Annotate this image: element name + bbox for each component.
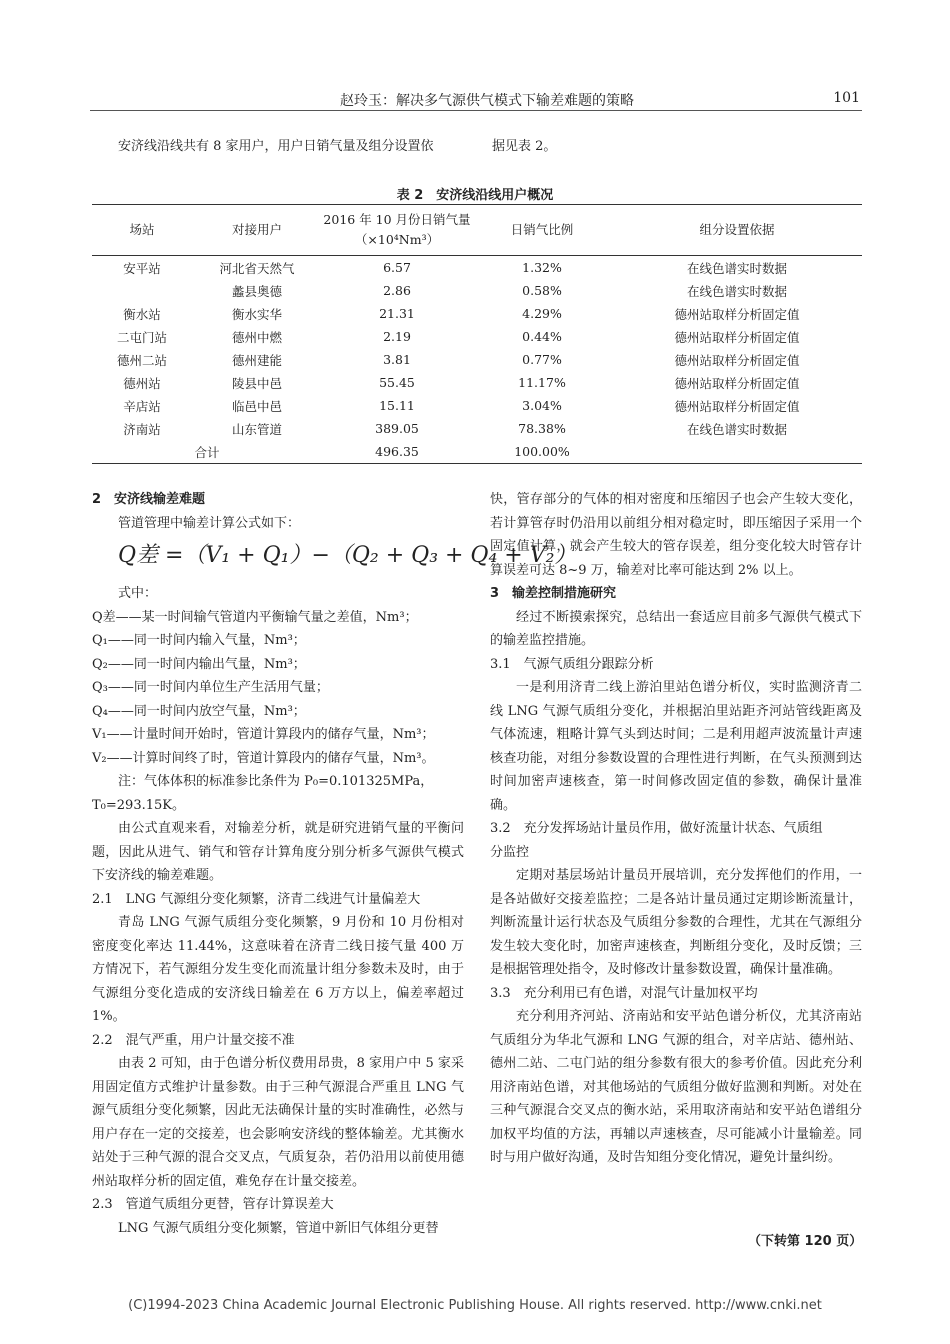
subsection-heading: 分监控: [490, 844, 530, 860]
subsection-heading: 2.2 混气严重，用户计量交接不准: [92, 1032, 295, 1048]
left-column: [92, 488, 464, 1240]
intro-left: 安济线沿线共有 8 家用户，用户日销气量及组分设置依: [118, 139, 434, 154]
table-cell: 78.38%: [518, 421, 566, 436]
table-cell: 临邑中邑: [231, 398, 282, 414]
section-heading: 3 输差控制措施研究: [490, 586, 617, 601]
table-cell: 蠡县奥德: [231, 283, 282, 299]
table-cell: 在线色谱实时数据: [686, 283, 787, 299]
subsection-heading: 3.1 气源气质组分跟踪分析: [490, 656, 654, 672]
table-row: [92, 394, 862, 417]
table-cell: 德州站取样分析固定值: [674, 375, 800, 391]
table-cell: 0.58%: [522, 283, 562, 298]
user-table: [92, 204, 862, 464]
table-cell: 陵县中邑: [231, 375, 282, 391]
table-cell: [92, 279, 192, 302]
page-number: 101: [833, 90, 860, 106]
table-cell: 4.29%: [522, 306, 562, 321]
table-cell: 德州二站: [116, 352, 167, 368]
table-cell: 2.86: [383, 283, 411, 298]
table-cell: 德州站取样分析固定值: [674, 329, 800, 345]
definitions: [92, 606, 464, 771]
table-total-row: [92, 440, 862, 464]
paragraph: 由表 2 可知，由于色谱分析仪费用昂贵，8 家用户中 5 家采用固定值方式维护计量参数。由于三种气源混合严重且 LNG 气源气质组分变化频繁，因此无法确保计量的实时准确性，必然与用户存在一定的交接差，也会影响安济线的整体输差。尤其衡水站处于三种气源的混合交叉点，气质复杂，若仍沿用以前使用德州站取样分析的固定值，难免存在计量交接差。: [92, 1056, 464, 1189]
subsection-heading: 2.3 管道气质组分更替，管存计算误差大: [92, 1197, 334, 1212]
table-cell: 二屯门站: [116, 329, 167, 345]
definition-line: V₂——计算时间终了时，管道计算段内的储存气量，Nm³。: [92, 750, 435, 766]
table-cell: 在线色谱实时数据: [686, 421, 787, 437]
formula-spacer: [92, 535, 464, 582]
table-row: [92, 417, 862, 440]
right-column: [490, 488, 862, 1170]
table-header-row: [92, 205, 862, 256]
col-header: 场站: [92, 205, 192, 256]
table-cell: 11.17%: [518, 375, 566, 390]
total-amount: 496.35: [375, 444, 419, 459]
total-ratio: 100.00%: [514, 444, 570, 459]
table-cell: 55.45: [379, 375, 415, 390]
table-cell: 德州站: [123, 375, 161, 391]
formula: Q差 =（V₁ + Q₁）−（Q₂ + Q₃ + Q₄ + V₂）: [118, 543, 577, 568]
intro-right: 据见表 2。: [492, 139, 557, 154]
running-header: [90, 88, 862, 111]
total-label: 合计: [194, 444, 220, 460]
table-cell: 6.57: [383, 260, 411, 275]
table-cell: 389.05: [375, 421, 419, 436]
col-header: 组分设置依据: [612, 205, 862, 256]
note: 注：气体体积的标准参比条件为 P₀=0.101325MPa，: [118, 774, 434, 789]
paragraph: LNG 气源气质组分变化频繁，管道中新旧气体组分更替: [118, 1220, 439, 1236]
table-cell: 15.11: [379, 398, 415, 413]
table-caption: 表 2 安济线沿线用户概况: [396, 188, 554, 203]
table-cell: 德州建能: [231, 352, 282, 368]
paragraph: 一是利用济青二线上游泊里站色谱分析仪，实时监测济青二线 LNG 气源气质组分变化，并根据泊里站距齐河站管线距离及气体流速，粗略计算气头到达时间；二是利用超声波流量计声速核查功能，对组分参数设置的合理性进行判断，在气头预测到达时间加密声速核查，第一时间修改固定值的参数，确保计量准确。: [490, 680, 862, 813]
paragraph: 式中：: [118, 586, 158, 601]
table-row: [92, 302, 862, 325]
table-cell: 3.81: [383, 352, 411, 367]
table-cell: 辛店站: [123, 398, 161, 414]
table-row: [92, 348, 862, 371]
definition-line: Q₁——同一时间内输入气量，Nm³；: [92, 633, 306, 648]
paragraph: 定期对基层场站计量员开展培训，充分发挥他们的作用，一是各站做好交接差监控；二是各站计量员通过定期诊断流量计，判断流量计运行状态及气质组分参数的合理性，尤其在气源组分发生较大变化时，加密声速核查，判断组分变化，及时反馈；三是根据管理处指令，及时修改计量参数设置，确保计量准确。: [490, 868, 862, 977]
table-cell: 德州中燃: [231, 329, 282, 345]
table-cell: [612, 440, 862, 464]
paragraph: 青岛 LNG 气源气质组分变化频繁，9 月份和 10 月份相对密度变化率达 11.44%，这意味着在济青二线日接气量 400 万方情况下，若气源组分发生变化而流量计组分参数未及时，由于气源组分变化造成的安济线日输差在 6 万方以上，偏差率超过 1%。: [92, 915, 464, 1024]
definition-line: Q₃——同一时间内单位生产生活用气量；: [92, 680, 329, 695]
table-cell: 0.77%: [522, 352, 562, 367]
table-cell: 在线色谱实时数据: [686, 260, 787, 276]
table-row: [92, 279, 862, 302]
copyright-footer: (C)1994-2023 China Academic Journal Electronic Publishing House. All rights reserved. http://www.cnki.net: [128, 1298, 822, 1313]
definition-line: Q差——某一时间输气管道内平衡输气量之差值，Nm³；: [92, 609, 418, 625]
definition-line: Q₄——同一时间内放空气量，Nm³；: [92, 703, 306, 719]
paragraph: 快，管存部分的气体的相对密度和压缩因子也会产生较大变化，若计算管存时仍沿用以前组分相对稳定时，即压缩因子采用一个固定值计算，就会产生较大的管存误差，组分变化较大时管存计算误差可达 8~9 万，输差对比率可能达到 2% 以上。: [490, 492, 862, 578]
table-row: [92, 256, 862, 280]
table-cell: 3.04%: [522, 398, 562, 413]
section-heading: 2 安济线输差难题: [92, 492, 206, 507]
table-row: [92, 371, 862, 394]
note: T₀=293.15K。: [92, 797, 185, 813]
table-cell: 河北省天然气: [219, 260, 295, 276]
table-cell: 0.44%: [522, 329, 562, 344]
table-cell: 德州站取样分析固定值: [674, 352, 800, 368]
table-cell: 安平站: [123, 260, 161, 276]
subsection-heading: 3.3 充分利用已有色谱，对混气计量加权平均: [490, 985, 758, 1001]
definition-line: V₁——计量时间开始时，管道计算段内的储存气量，Nm³；: [92, 727, 435, 742]
paragraph: 充分利用齐河站、济南站和安平站色谱分析仪，尤其济南站气质组分为华北气源和 LNG 气源的组合，对辛店站、德州站、德州二站、二屯门站的组分参数有很大的参考价值。因此充分利用济南站色谱，对其他场站的气质组分做好监测和判断。对处在三种气源混合交叉点的衡水站，采用取济南站和安平站色谱组分加权平均值的方法，再辅以声速核查，尽可能减小计量输差。同时与用户做好沟通，及时告知组分变化情况，避免计量纠纷。: [490, 1009, 862, 1165]
paragraph: 经过不断摸索探究，总结出一套适应目前多气源供气模式下的输差监控措施。: [490, 609, 862, 648]
table-cell: 山东管道: [231, 421, 282, 437]
table-row: [92, 325, 862, 348]
col-header: 日销气比例: [472, 205, 612, 256]
paragraph: 由公式直观来看，对输差分析，就是研究进销气量的平衡问题，因此从进气、销气和管存计算角度分别分析多气源供气模式下安济线的输差难题。: [92, 821, 464, 883]
definition-line: Q₂——同一时间内输出气量，Nm³；: [92, 656, 306, 672]
table-cell: 衡水实华: [231, 306, 282, 322]
paragraph: 管道管理中输差计算公式如下：: [118, 515, 301, 531]
table-cell: 1.32%: [522, 260, 562, 275]
col-header: 2016 年 10 月份日销气量（×10⁴Nm³）: [322, 205, 472, 256]
col-header: 对接用户: [192, 205, 322, 256]
table-cell: 衡水站: [123, 306, 161, 322]
table-cell: 德州站取样分析固定值: [674, 398, 800, 414]
header-title: 赵玲玉：解决多气源供气模式下输差难题的策略: [340, 93, 634, 109]
table-cell: 21.31: [379, 306, 415, 321]
table-cell: 济南站: [123, 421, 161, 437]
subsection-heading: 2.1 LNG 气源组分变化频繁，济青二线进气计量偏差大: [92, 891, 421, 907]
subsection-heading: 3.2 充分发挥场站计量员作用，做好流量计状态、气质组: [490, 821, 823, 836]
table-cell: 德州站取样分析固定值: [674, 306, 800, 322]
continued-note: （下转第 120 页）: [748, 1234, 863, 1249]
table-cell: 2.19: [383, 329, 411, 344]
